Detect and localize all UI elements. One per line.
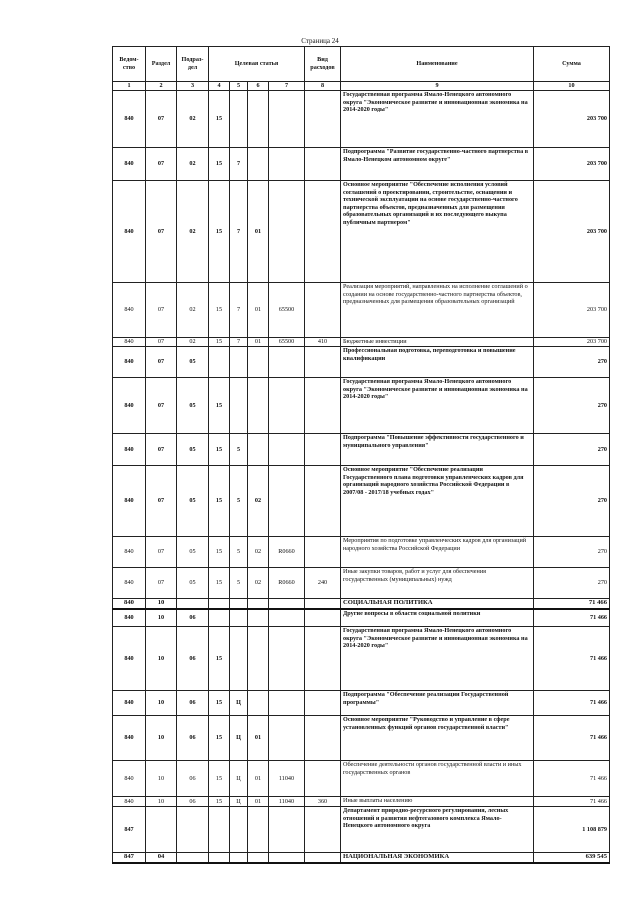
- program-cell: 15: [209, 761, 230, 797]
- amount-cell: 270: [534, 537, 610, 568]
- department-cell: 840: [113, 434, 146, 466]
- department-cell: 840: [113, 537, 146, 568]
- program-cell: 15: [209, 378, 230, 434]
- expense-type-cell: 360: [305, 797, 341, 807]
- event-cell: [248, 148, 269, 181]
- department-cell: 840: [113, 148, 146, 181]
- header-sum: Сумма: [534, 47, 610, 82]
- amount-cell: 1 108 879: [534, 807, 610, 853]
- column-number: 10: [534, 82, 610, 91]
- table-row: [113, 91, 610, 148]
- header-subsection: Подраз-дел: [177, 47, 209, 82]
- expense-type-cell: [305, 148, 341, 181]
- program-cell: 15: [209, 283, 230, 338]
- subprogram-cell: 5: [230, 568, 248, 599]
- program-cell: 15: [209, 148, 230, 181]
- column-number: 2: [146, 82, 177, 91]
- department-cell: 840: [113, 347, 146, 378]
- direction-cell: [269, 627, 305, 691]
- amount-cell: 71 466: [534, 691, 610, 716]
- section-cell: 10: [146, 797, 177, 807]
- section-cell: 10: [146, 716, 177, 761]
- table-row: [113, 434, 610, 466]
- direction-cell: 11040: [269, 761, 305, 797]
- event-cell: [248, 91, 269, 148]
- subsection-cell: 06: [177, 627, 209, 691]
- event-cell: 01: [248, 283, 269, 338]
- event-cell: 01: [248, 797, 269, 807]
- subprogram-cell: Ц: [230, 797, 248, 807]
- subprogram-cell: 5: [230, 434, 248, 466]
- item-name-cell: Обеспечение деятельности органов государственной власти и иных государственных органов: [341, 761, 534, 797]
- table-row: [113, 716, 610, 761]
- expense-type-cell: [305, 434, 341, 466]
- amount-cell: 71 466: [534, 761, 610, 797]
- department-cell: 840: [113, 378, 146, 434]
- column-number: 6: [248, 82, 269, 91]
- direction-cell: [269, 599, 305, 609]
- amount-cell: 71 466: [534, 797, 610, 807]
- item-name-cell: Мероприятия по подготовке управленческих кадров для организаций народного хозяйства Российской Федерации: [341, 537, 534, 568]
- amount-cell: 270: [534, 568, 610, 599]
- subprogram-cell: [230, 91, 248, 148]
- direction-cell: [269, 853, 305, 863]
- amount-cell: 270: [534, 466, 610, 537]
- expense-type-cell: [305, 91, 341, 148]
- direction-cell: [269, 466, 305, 537]
- amount-cell: 270: [534, 434, 610, 466]
- item-name-cell: Профессиональная подготовка, переподготовка и повышение квалификации: [341, 347, 534, 378]
- section-cell: 10: [146, 609, 177, 627]
- item-name-cell: Основное мероприятие "Руководство и управление в сфере установленных функций органов государственной власти": [341, 716, 534, 761]
- direction-cell: [269, 378, 305, 434]
- subprogram-cell: [230, 609, 248, 627]
- table-row: [113, 283, 610, 338]
- subsection-cell: 06: [177, 609, 209, 627]
- event-cell: [248, 347, 269, 378]
- table-row: [113, 807, 610, 853]
- program-cell: 15: [209, 797, 230, 807]
- header-section: Раздел: [146, 47, 177, 82]
- direction-cell: 65500: [269, 283, 305, 338]
- amount-cell: 71 466: [534, 627, 610, 691]
- program-cell: 15: [209, 338, 230, 347]
- program-cell: [209, 347, 230, 378]
- program-cell: 15: [209, 537, 230, 568]
- subsection-cell: 05: [177, 347, 209, 378]
- subprogram-cell: [230, 807, 248, 853]
- amount-cell: 203 700: [534, 338, 610, 347]
- department-cell: 840: [113, 609, 146, 627]
- subsection-cell: [177, 853, 209, 863]
- item-name-cell: Бюджетные инвестиции: [341, 338, 534, 347]
- event-cell: [248, 627, 269, 691]
- amount-cell: 270: [534, 378, 610, 434]
- section-cell: 07: [146, 378, 177, 434]
- column-number-row: [113, 82, 610, 91]
- direction-cell: [269, 807, 305, 853]
- program-cell: 15: [209, 434, 230, 466]
- program-cell: 15: [209, 181, 230, 283]
- subsection-cell: 06: [177, 797, 209, 807]
- direction-cell: [269, 691, 305, 716]
- table-row: [113, 378, 610, 434]
- header-department: Ведом-ство: [113, 47, 146, 82]
- subsection-cell: 06: [177, 691, 209, 716]
- direction-cell: [269, 347, 305, 378]
- program-cell: [209, 807, 230, 853]
- event-cell: [248, 609, 269, 627]
- expense-type-cell: [305, 761, 341, 797]
- column-number: 4: [209, 82, 230, 91]
- direction-cell: [269, 716, 305, 761]
- section-cell: 10: [146, 761, 177, 797]
- department-cell: 840: [113, 797, 146, 807]
- subprogram-cell: 7: [230, 338, 248, 347]
- section-cell: 07: [146, 283, 177, 338]
- section-cell: 07: [146, 537, 177, 568]
- table-row: [113, 691, 610, 716]
- department-cell: 840: [113, 627, 146, 691]
- department-cell: 840: [113, 716, 146, 761]
- direction-cell: [269, 148, 305, 181]
- item-name-cell: Подпрограмма "Повышение эффективности государственного и муниципального управления": [341, 434, 534, 466]
- expense-type-cell: [305, 181, 341, 283]
- section-cell: 07: [146, 338, 177, 347]
- subprogram-cell: [230, 627, 248, 691]
- subprogram-cell: 7: [230, 148, 248, 181]
- section-cell: 07: [146, 91, 177, 148]
- event-cell: [248, 599, 269, 609]
- direction-cell: 65500: [269, 338, 305, 347]
- item-name-cell: Подпрограмма "Развитие государственно-частного партнерства в Ямало-Ненецком автономном округе": [341, 148, 534, 181]
- subprogram-cell: Ц: [230, 716, 248, 761]
- item-name-cell: Иные выплаты населению: [341, 797, 534, 807]
- event-cell: 01: [248, 761, 269, 797]
- event-cell: 02: [248, 466, 269, 537]
- column-number: 8: [305, 82, 341, 91]
- program-cell: 15: [209, 627, 230, 691]
- table-row: [113, 181, 610, 283]
- table-row: [113, 797, 610, 807]
- department-cell: 840: [113, 568, 146, 599]
- direction-cell: [269, 91, 305, 148]
- expense-type-cell: [305, 716, 341, 761]
- program-cell: 15: [209, 691, 230, 716]
- section-cell: 07: [146, 148, 177, 181]
- event-cell: 01: [248, 181, 269, 283]
- item-name-cell: НАЦИОНАЛЬНАЯ ЭКОНОМИКА: [341, 853, 534, 863]
- event-cell: [248, 807, 269, 853]
- event-cell: [248, 853, 269, 863]
- item-name-cell: Реализация мероприятий, направленных на исполнение соглашений о создании на основе государственно-частного партнерства объектов, предназначенных для размещения образовательных организаций: [341, 283, 534, 338]
- expense-type-cell: [305, 347, 341, 378]
- table-row: [113, 148, 610, 181]
- table-row: [113, 537, 610, 568]
- item-name-cell: Другие вопросы в области социальной политики: [341, 609, 534, 627]
- section-cell: [146, 807, 177, 853]
- department-cell: 840: [113, 466, 146, 537]
- item-name-cell: Государственная программа Ямало-Ненецкого автономного округа "Экономическое развитие и инновационная экономика на 2014-2020 годы": [341, 378, 534, 434]
- item-name-cell: Департамент природно-ресурсного регулирования, лесных отношений и развития нефтегазового комплекса Ямало-Ненецкого автономного округа: [341, 807, 534, 853]
- subsection-cell: [177, 807, 209, 853]
- program-cell: [209, 599, 230, 609]
- event-cell: 01: [248, 338, 269, 347]
- section-cell: 07: [146, 466, 177, 537]
- column-number: 3: [177, 82, 209, 91]
- subsection-cell: 06: [177, 761, 209, 797]
- subsection-cell: 02: [177, 148, 209, 181]
- column-number: 9: [341, 82, 534, 91]
- amount-cell: 203 700: [534, 148, 610, 181]
- budget-table: [112, 46, 610, 864]
- subsection-cell: 02: [177, 338, 209, 347]
- subprogram-cell: 5: [230, 537, 248, 568]
- expense-type-cell: [305, 691, 341, 716]
- expense-type-cell: [305, 283, 341, 338]
- expense-type-cell: [305, 853, 341, 863]
- expense-type-cell: [305, 537, 341, 568]
- event-cell: 02: [248, 568, 269, 599]
- amount-cell: 639 545: [534, 853, 610, 863]
- subprogram-cell: 7: [230, 283, 248, 338]
- department-cell: 840: [113, 338, 146, 347]
- event-cell: [248, 378, 269, 434]
- subsection-cell: 06: [177, 716, 209, 761]
- column-number: 7: [269, 82, 305, 91]
- event-cell: [248, 691, 269, 716]
- item-name-cell: Основное мероприятие "Обеспечение исполнения условий соглашений о проектировании, строительстве, оснащении и технической эксплуатации на основе государственно-частного партнерства объектов, предназначенных для размещения образовательных организаций и их последующего выкупа публичным партнером": [341, 181, 534, 283]
- subsection-cell: [177, 599, 209, 609]
- subsection-cell: 05: [177, 568, 209, 599]
- amount-cell: 71 466: [534, 609, 610, 627]
- program-cell: [209, 609, 230, 627]
- table-row: [113, 853, 610, 863]
- amount-cell: 71 466: [534, 599, 610, 609]
- expense-type-cell: [305, 378, 341, 434]
- program-cell: [209, 853, 230, 863]
- header-target-article: Целевая статья: [209, 47, 305, 82]
- table-row: [113, 568, 610, 599]
- subprogram-cell: Ц: [230, 691, 248, 716]
- section-cell: 07: [146, 347, 177, 378]
- department-cell: 840: [113, 181, 146, 283]
- event-cell: 01: [248, 716, 269, 761]
- table-row: [113, 609, 610, 627]
- subprogram-cell: Ц: [230, 761, 248, 797]
- item-name-cell: Основное мероприятие "Обеспечение реализации Государственного плана подготовки управленческих кадров для организаций народного хозяйства Российской Федерации в 2007/08 - 2017/18 учебных годах": [341, 466, 534, 537]
- amount-cell: 270: [534, 347, 610, 378]
- header-expense-type: Вид расходов: [305, 47, 341, 82]
- item-name-cell: СОЦИАЛЬНАЯ ПОЛИТИКА: [341, 599, 534, 609]
- item-name-cell: Государственная программа Ямало-Ненецкого автономного округа "Экономическое развитие и инновационная экономика на 2014-2020 годы": [341, 91, 534, 148]
- program-cell: 15: [209, 91, 230, 148]
- expense-type-cell: [305, 466, 341, 537]
- subsection-cell: 05: [177, 537, 209, 568]
- table-body: [113, 91, 610, 863]
- department-cell: 847: [113, 853, 146, 863]
- page-number-label: Страница 24: [301, 37, 339, 45]
- subsection-cell: 02: [177, 283, 209, 338]
- amount-cell: 203 700: [534, 91, 610, 148]
- expense-type-cell: [305, 609, 341, 627]
- subprogram-cell: 5: [230, 466, 248, 537]
- expense-type-cell: 240: [305, 568, 341, 599]
- program-cell: 15: [209, 716, 230, 761]
- department-cell: 840: [113, 761, 146, 797]
- section-cell: 10: [146, 599, 177, 609]
- subprogram-cell: [230, 853, 248, 863]
- department-cell: 840: [113, 599, 146, 609]
- event-cell: [248, 434, 269, 466]
- column-number: 5: [230, 82, 248, 91]
- department-cell: 840: [113, 91, 146, 148]
- item-name-cell: Подпрограмма "Обеспечение реализации Государственной программы": [341, 691, 534, 716]
- expense-type-cell: [305, 627, 341, 691]
- table-row: [113, 627, 610, 691]
- department-cell: 847: [113, 807, 146, 853]
- subsection-cell: 05: [177, 434, 209, 466]
- subsection-cell: 02: [177, 91, 209, 148]
- subsection-cell: 05: [177, 466, 209, 537]
- section-cell: 07: [146, 568, 177, 599]
- direction-cell: [269, 181, 305, 283]
- department-cell: 840: [113, 691, 146, 716]
- item-name-cell: Государственная программа Ямало-Ненецкого автономного округа "Экономическое развитие и инновационная экономика на 2014-2020 годы": [341, 627, 534, 691]
- subsection-cell: 02: [177, 181, 209, 283]
- event-cell: 02: [248, 537, 269, 568]
- amount-cell: 71 466: [534, 716, 610, 761]
- expense-type-cell: 410: [305, 338, 341, 347]
- section-cell: 10: [146, 691, 177, 716]
- direction-cell: 11040: [269, 797, 305, 807]
- direction-cell: R0660: [269, 537, 305, 568]
- section-cell: 07: [146, 181, 177, 283]
- amount-cell: 203 700: [534, 283, 610, 338]
- subsection-cell: 05: [177, 378, 209, 434]
- department-cell: 840: [113, 283, 146, 338]
- program-cell: 15: [209, 466, 230, 537]
- section-cell: 10: [146, 627, 177, 691]
- direction-cell: R0660: [269, 568, 305, 599]
- table-row: [113, 761, 610, 797]
- table-row: [113, 599, 610, 609]
- subprogram-cell: [230, 347, 248, 378]
- expense-type-cell: [305, 807, 341, 853]
- item-name-cell: Иные закупки товаров, работ и услуг для обеспечения государственных (муниципальных) нужд: [341, 568, 534, 599]
- program-cell: 15: [209, 568, 230, 599]
- table-row: [113, 347, 610, 378]
- expense-type-cell: [305, 599, 341, 609]
- subprogram-cell: [230, 599, 248, 609]
- section-cell: 04: [146, 853, 177, 863]
- table-row: [113, 338, 610, 347]
- subprogram-cell: 7: [230, 181, 248, 283]
- direction-cell: [269, 434, 305, 466]
- section-cell: 07: [146, 434, 177, 466]
- table-row: [113, 466, 610, 537]
- amount-cell: 203 700: [534, 181, 610, 283]
- subprogram-cell: [230, 378, 248, 434]
- header-name: Наименование: [341, 47, 534, 82]
- column-number: 1: [113, 82, 146, 91]
- direction-cell: [269, 609, 305, 627]
